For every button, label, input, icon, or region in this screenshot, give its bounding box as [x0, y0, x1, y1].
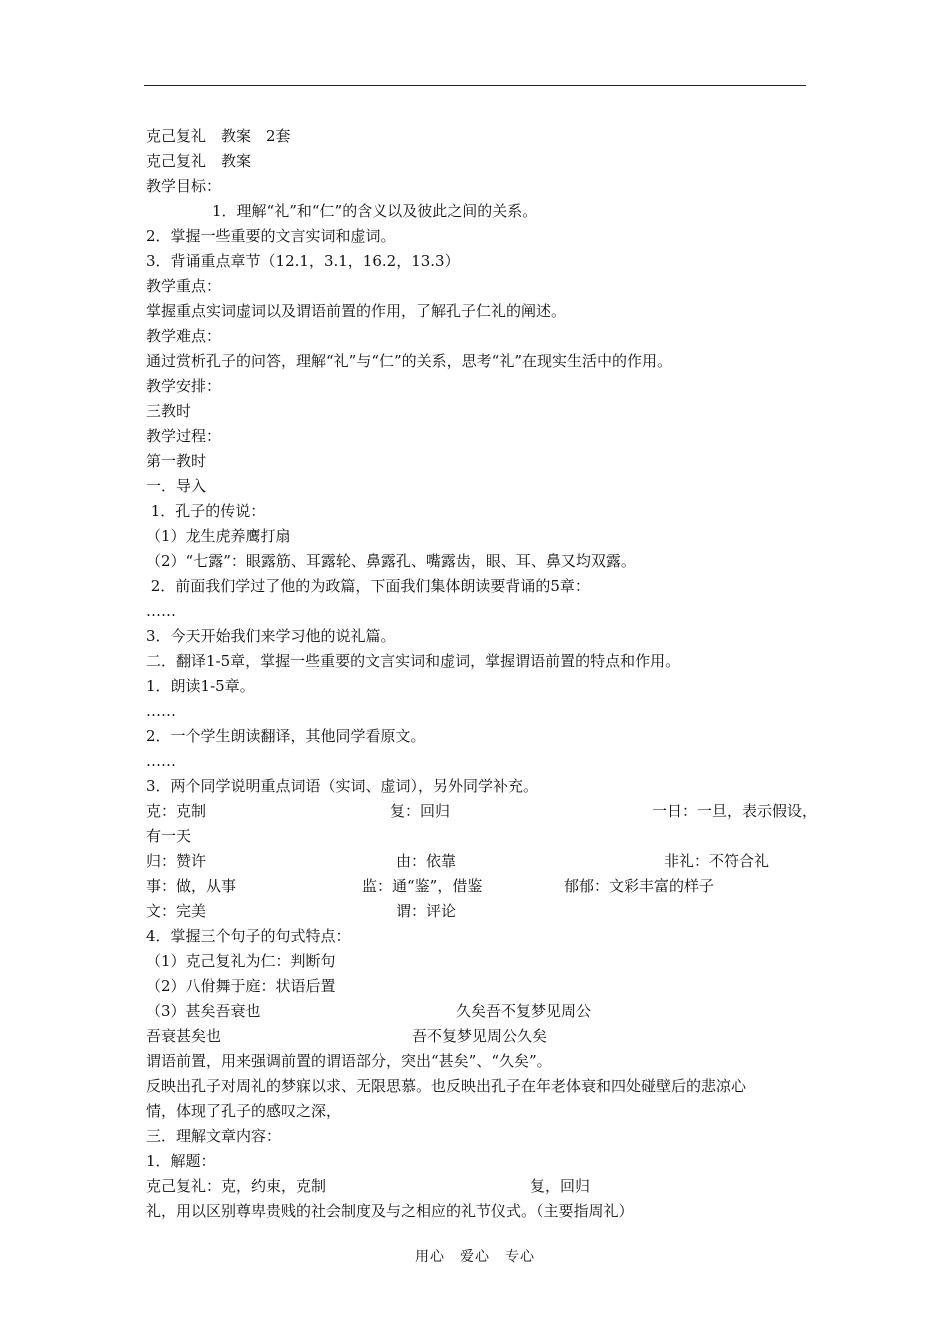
vocab-term: 克：克制 — [146, 802, 207, 820]
vocab-term: 非礼：不符合礼 — [664, 852, 770, 870]
sentence-pair-row — [146, 999, 818, 1024]
vocab-term: 一日：一旦，表示假设， — [652, 802, 818, 820]
vocab-row — [146, 849, 818, 874]
paragraph: 礼，用以区别尊卑贵贱的社会制度及与之相应的礼节仪式。（主要指周礼） — [146, 1202, 634, 1220]
paragraph: 一．导入 — [146, 477, 207, 495]
vocab-term: 由：依靠 — [396, 852, 457, 870]
doc-subtitle: 克己复礼 教案 — [146, 152, 252, 170]
vocab-term: 事：做，从事 — [146, 877, 237, 895]
vocab-term: 监：通“鉴”，借鉴 — [362, 877, 483, 895]
document-body — [146, 124, 818, 1224]
paragraph: 2．前面我们学过了他的为政篇，下面我们集体朗读要背诵的5章： — [146, 577, 590, 595]
paragraph: 二．翻译1-5章，掌握一些重要的文言实词和虚词，掌握谓语前置的特点和作用。 — [146, 652, 681, 670]
paragraph: 掌握重点实词虚词以及谓语前置的作用，了解孔子仁礼的阐述。 — [146, 302, 567, 320]
ellipsis: …… — [146, 702, 176, 720]
vocab-row — [146, 874, 818, 899]
vocab-row — [146, 799, 818, 824]
paragraph: 3．今天开始我们来学习他的说礼篇。 — [146, 627, 396, 645]
vocab-row — [146, 824, 818, 849]
paragraph: 第一教时 — [146, 452, 207, 470]
doc-title: 克己复礼 教案 2套 — [146, 127, 291, 145]
vocab-term: 有一天 — [146, 827, 192, 845]
section-heading: 教学目标： — [146, 177, 222, 195]
vocab-term: 谓：评论 — [396, 902, 457, 920]
ellipsis: …… — [146, 602, 176, 620]
title-explanation-row — [146, 1174, 818, 1199]
sentence: 吾不复梦见周公久矣 — [412, 1027, 548, 1045]
vocab-term: 归：赞许 — [146, 852, 207, 870]
section-heading: 教学难点： — [146, 327, 222, 345]
paragraph: 2．掌握一些重要的文言实词和虚词。 — [146, 227, 396, 245]
vocab-term: 复：回归 — [390, 802, 451, 820]
paragraph: 情，体现了孔子的感叹之深， — [146, 1102, 342, 1120]
paragraph: 1．朗读1-5章。 — [146, 677, 255, 695]
paragraph: 通过赏析孔子的问答，理解“礼”与“仁”的关系，思考“礼”在现实生活中的作用。 — [146, 352, 673, 370]
paragraph: 3．背诵重点章节（12.1，3.1，16.2，13.3） — [146, 252, 460, 270]
sentence-pair-row — [146, 1024, 818, 1049]
explanation: 克己复礼：克，约束，克制 — [146, 1177, 327, 1195]
vocab-term: 文：完美 — [146, 902, 207, 920]
sentence: （3）甚矣吾衰也 — [146, 1002, 261, 1020]
paragraph: 1．孔子的传说： — [146, 502, 266, 520]
sentence: 吾衰甚矣也 — [146, 1027, 222, 1045]
paragraph: 三教时 — [146, 402, 192, 420]
ellipsis: …… — [146, 752, 176, 770]
paragraph: （1）克己复礼为仁：判断句 — [146, 952, 336, 970]
explanation: 复，回归 — [530, 1177, 591, 1195]
vocab-term: 郁郁：文彩丰富的样子 — [564, 877, 715, 895]
section-heading: 教学安排： — [146, 377, 222, 395]
paragraph: （2）八佾舞于庭：状语后置 — [146, 977, 336, 995]
paragraph: 1．理解“礼”和“仁”的含义以及彼此之间的关系。 — [212, 202, 538, 220]
section-heading: 教学重点： — [146, 277, 222, 295]
paragraph: （1）龙生虎养鹰打扇 — [146, 527, 291, 545]
paragraph: 4．掌握三个句子的句式特点： — [146, 927, 351, 945]
paragraph: 2．一个学生朗读翻译，其他同学看原文。 — [146, 727, 426, 745]
sentence: 久矣吾不复梦见周公 — [456, 1002, 592, 1020]
paragraph: 谓语前置，用来强调前置的谓语部分，突出“甚矣”、“久矣”。 — [146, 1052, 552, 1070]
paragraph: （2）“七露”：眼露筋、耳露轮、鼻露孔、嘴露齿，眼、耳、鼻又均双露。 — [146, 552, 636, 570]
section-heading: 教学过程： — [146, 427, 222, 445]
paragraph: 反映出孔子对周礼的梦寐以求、无限思慕。也反映出孔子在年老体衰和四处碰壁后的悲凉心 — [146, 1077, 747, 1095]
section-heading: 三．理解文章内容： — [146, 1127, 282, 1145]
page-footer: 用心 爱心 专心 — [415, 1249, 535, 1265]
vocab-row — [146, 899, 818, 924]
header-rule — [144, 85, 806, 86]
paragraph: 1．解题： — [146, 1152, 216, 1170]
paragraph: 3．两个同学说明重点词语（实词、虚词），另外同学补充。 — [146, 777, 539, 795]
